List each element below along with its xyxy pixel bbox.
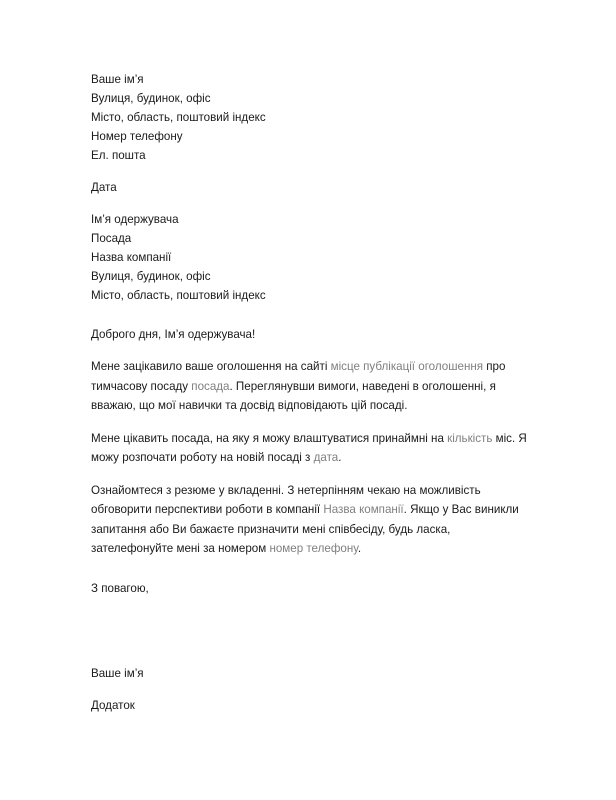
placeholder-phone-number[interactable]: номер телефону [269,542,358,555]
recipient-position[interactable]: Посада [91,232,132,245]
sender-name[interactable]: Ваше ім’я [91,73,144,86]
sender-street[interactable]: Вулиця, будинок, офіс [91,92,211,105]
body-paragraph-2[interactable] [91,429,531,468]
sender-city[interactable]: Місто, область, поштовий індекс [91,111,266,124]
placeholder-company-name[interactable]: Назва компанії [323,503,404,516]
sender-phone[interactable]: Номер телефону [91,130,183,143]
recipient-company[interactable]: Назва компанії [91,251,172,264]
placeholder-listing-site[interactable]: місце публікації оголошення [330,360,484,373]
closing[interactable]: З повагою, [91,581,149,595]
signature-name[interactable]: Ваше ім’я [91,666,144,680]
p3-text-2: . Якщо у Вас виникли запитання або Ви бажаєте призначити мені співбесіду, будь ласка, зателефонуйте мені за номером [91,503,519,555]
p1-text-2: про тимчасову посаду [91,360,506,393]
p2-text-1: Мене цікавить посада, на яку я можу влаштуватися принаймні на [91,431,448,445]
p2-text-2: міс. Я можу розпочати роботу на новій посаді з [91,431,527,464]
letter-page [91,70,531,715]
recipient-block [91,210,531,305]
recipient-name[interactable]: Ім’я одержувача [91,213,179,226]
recipient-city[interactable]: Місто, область, поштовий індекс [91,289,266,302]
enclosure[interactable]: Додаток [91,698,135,712]
p3-text-1: Ознайомтеся з резюме у вкладенні. З нетерпінням чекаю на можливість обговорити перспективи роботи в компанії [91,483,481,516]
placeholder-position[interactable]: посада [191,379,230,393]
sender-block [91,70,531,165]
placeholder-count[interactable]: кількість [447,431,493,445]
body-paragraph-1[interactable] [91,357,531,416]
sender-email[interactable]: Ел. пошта [91,149,146,162]
p1-text-3: . Переглянувши вимоги, наведені в оголошенні, я вважаю, що мої навички та досвід відповідають цій посаді. [91,379,496,412]
p3-text-3: . [357,542,362,555]
letter-date[interactable]: Дата [91,181,117,194]
greeting[interactable]: Доброго дня, Ім’я одержувача! [91,328,256,341]
placeholder-start-date[interactable]: дата [313,451,339,464]
p1-text-1: Мене зацікавило ваше оголошення на сайті [91,360,331,373]
recipient-street[interactable]: Вулиця, будинок, офіс [91,270,211,283]
p2-text-3: . [338,451,342,464]
body-paragraph-3[interactable] [91,481,531,559]
